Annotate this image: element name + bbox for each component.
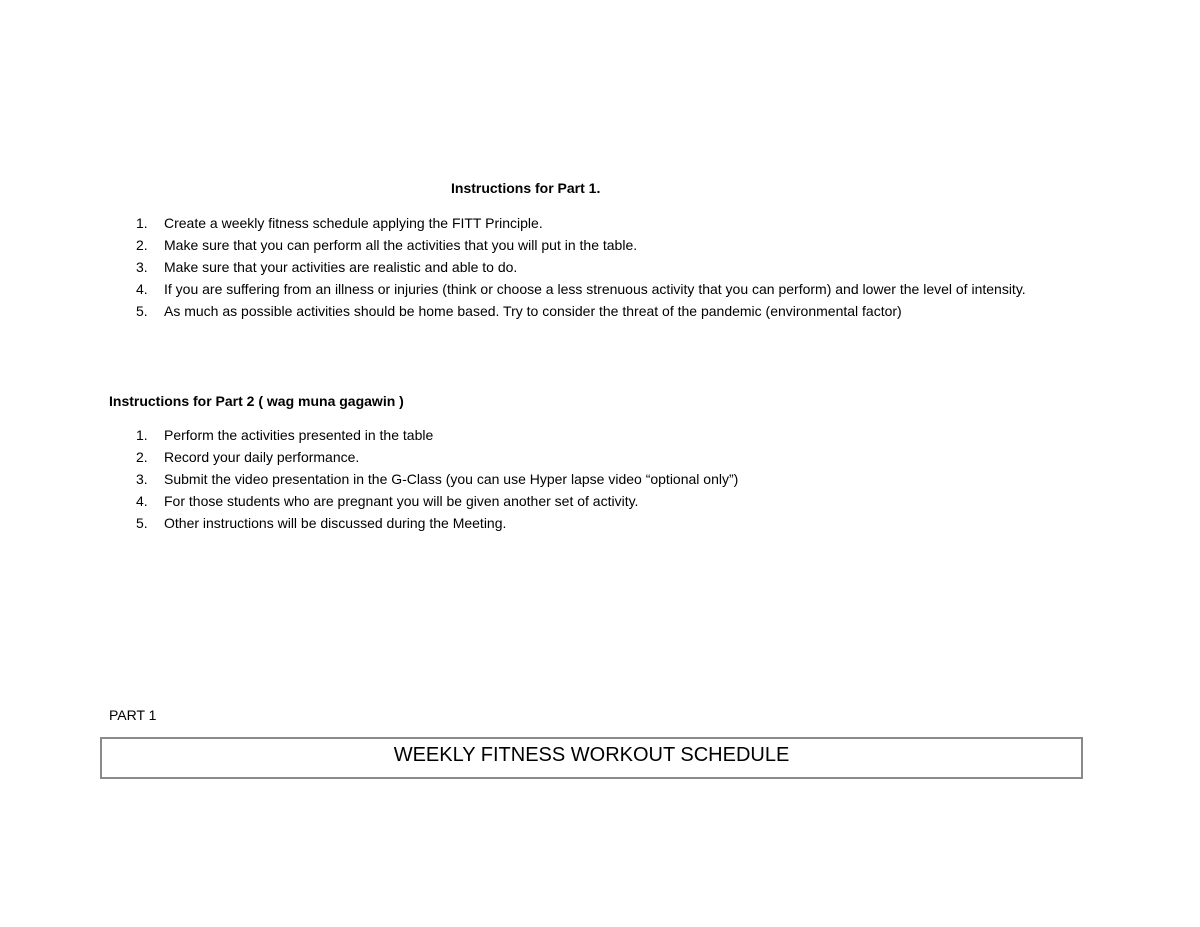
part1-list-item	[0, 234, 1100, 256]
part1-label: PART 1	[109, 707, 157, 723]
schedule-title: WEEKLY FITNESS WORKOUT SCHEDULE	[393, 744, 790, 766]
list-item-number: 1.	[136, 215, 148, 231]
list-item-text: Record your daily performance.	[164, 449, 360, 465]
list-item-text: Submit the video presentation in the G-Class (you can use Hyper lapse video “optional only”)	[164, 471, 739, 487]
part2-instructions-heading: Instructions for Part 2 ( wag muna gagawin )	[109, 393, 404, 409]
list-item-number: 2.	[136, 237, 148, 253]
list-item-text: As much as possible activities should be home based. Try to consider the threat of the pandemic (environmental factor)	[164, 303, 902, 319]
list-item-number: 2.	[136, 449, 148, 465]
list-item-text: For those students who are pregnant you will be given another set of activity.	[164, 493, 639, 509]
schedule-title-box	[100, 737, 1083, 779]
part2-list-item	[0, 490, 1100, 512]
part2-list-item	[0, 468, 1100, 490]
part1-list-item	[0, 278, 1100, 300]
part2-list-item	[0, 512, 1100, 534]
list-item-number: 1.	[136, 427, 148, 443]
part2-instructions-list	[0, 424, 1100, 534]
part2-list-item	[0, 446, 1100, 468]
part2-list-item	[0, 424, 1100, 446]
list-item-text: Create a weekly fitness schedule applying the FITT Principle.	[164, 215, 543, 231]
list-item-text: Make sure that your activities are realistic and able to do.	[164, 259, 518, 275]
list-item-text: Make sure that you can perform all the activities that you will put in the table.	[164, 237, 638, 253]
list-item-number: 3.	[136, 259, 148, 275]
part1-instructions-heading: Instructions for Part 1.	[451, 180, 601, 196]
part1-list-item	[0, 256, 1100, 278]
list-item-text: If you are suffering from an illness or injuries (think or choose a less strenuous activity that you can perform) and lower the level of intensity.	[164, 281, 1026, 297]
list-item-text: Perform the activities presented in the table	[164, 427, 434, 443]
list-item-number: 4.	[136, 281, 148, 297]
part1-list-item	[0, 212, 1100, 234]
part1-instructions-list	[0, 212, 1100, 322]
list-item-text: Other instructions will be discussed during the Meeting.	[164, 515, 507, 531]
list-item-number: 5.	[136, 515, 148, 531]
part1-list-item	[0, 300, 1100, 322]
list-item-number: 4.	[136, 493, 148, 509]
list-item-number: 3.	[136, 471, 148, 487]
list-item-number: 5.	[136, 303, 148, 319]
